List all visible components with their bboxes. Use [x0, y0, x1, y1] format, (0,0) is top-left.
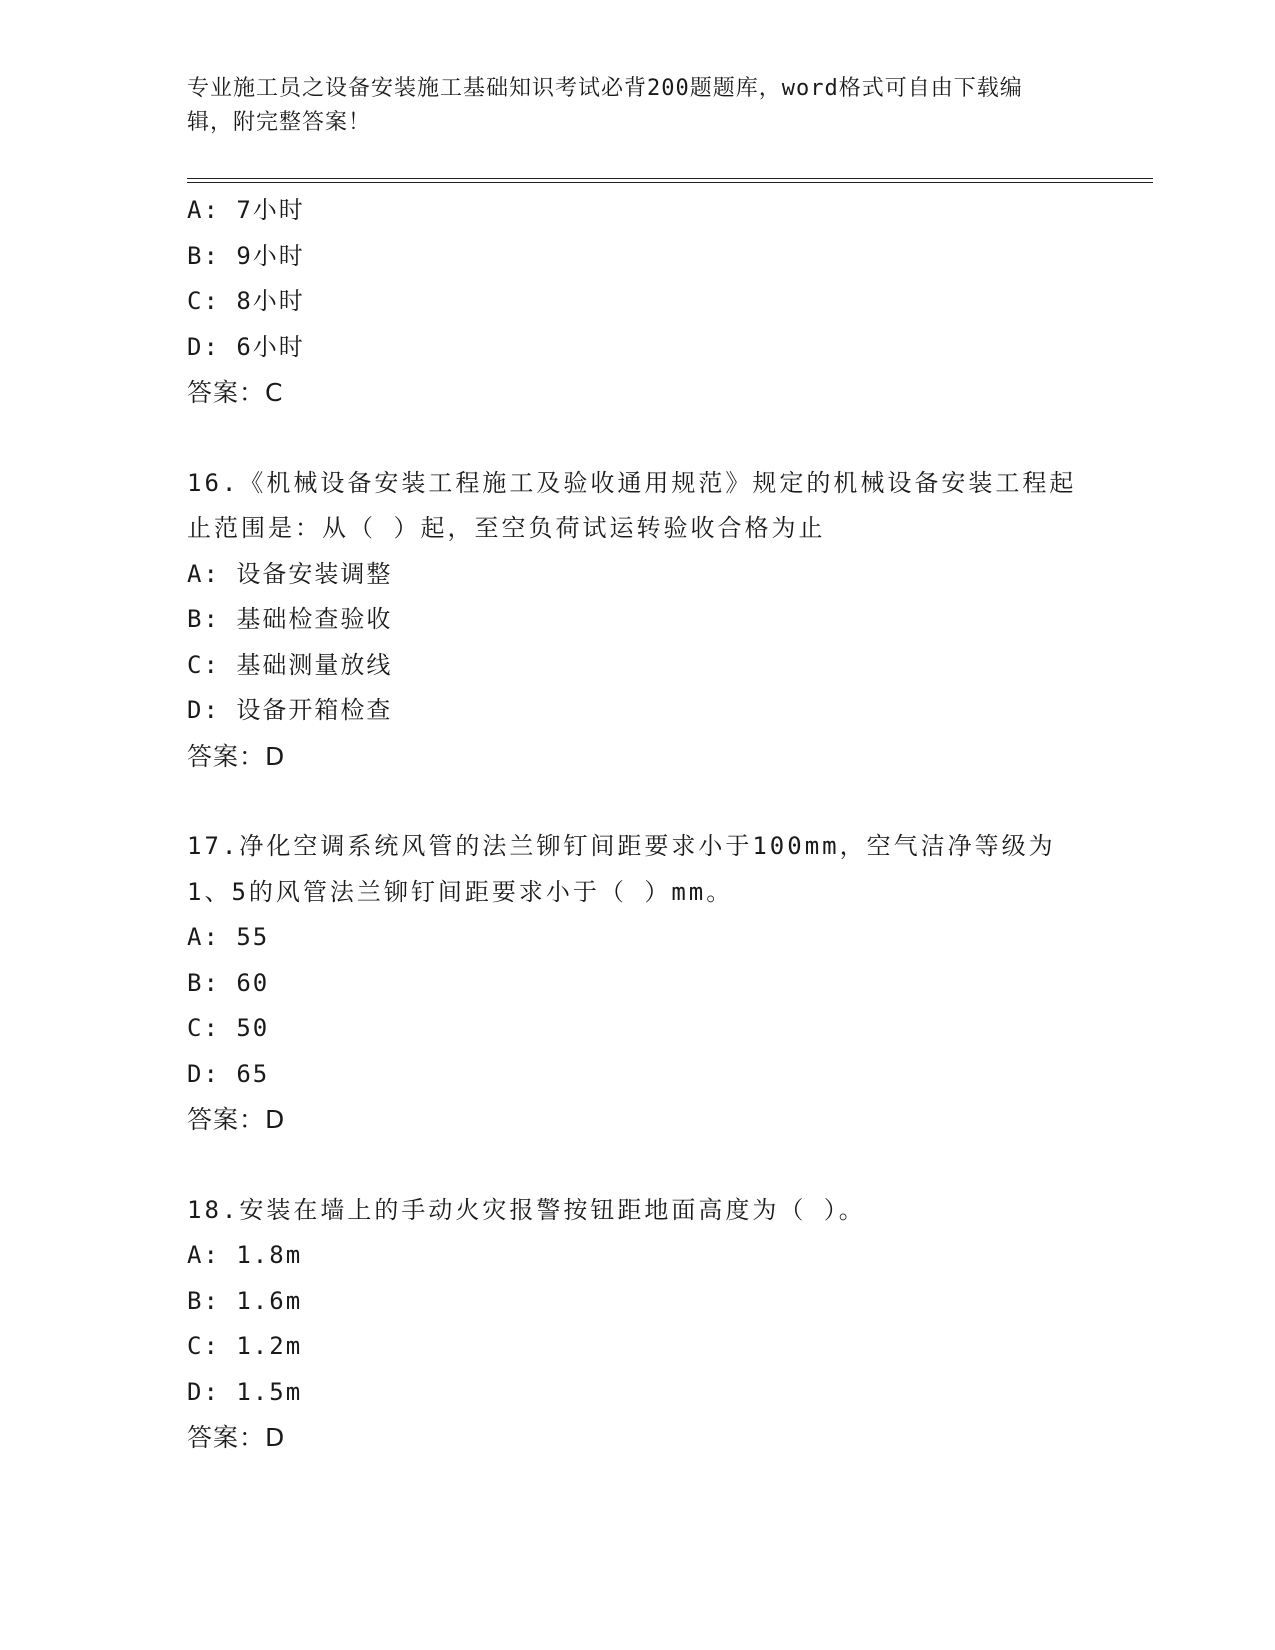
- question-stem: 18.安装在墙上的手动火灾报警按钮距地面高度为（ ）。: [187, 1195, 866, 1224]
- option-d: D: 65: [187, 1059, 270, 1088]
- document-body: [187, 188, 1087, 1461]
- spacer: [187, 1143, 1087, 1188]
- option-d: D: 1.5m: [187, 1377, 303, 1406]
- option-b: B: 基础检查验收: [187, 605, 393, 633]
- option-a: A: 7小时: [187, 196, 305, 224]
- option-c: C: 50: [187, 1014, 270, 1042]
- question-block-17: [187, 824, 1087, 1143]
- question-block-18: [187, 1188, 1087, 1461]
- question-stem: 16.《机械设备安装工程施工及验收通用规范》规定的机械设备安装工程起止范围是：从（ ）起，至空负荷试运转验收合格为止: [187, 468, 1077, 542]
- answer-line: 答案：D: [187, 1423, 286, 1452]
- answer-line: 答案：D: [187, 741, 286, 771]
- question-stem: 17.净化空调系统风管的法兰铆钉间距要求小于100mm，空气洁净等级为1、5的风管法兰铆钉间距要求小于（ ）mm。: [187, 832, 1056, 906]
- question-block-16: [187, 461, 1087, 780]
- option-b: B: 9小时: [187, 241, 305, 270]
- page-header: 专业施工员之设备安装施工基础知识考试必背200题题库，word格式可自由下载编辑，附完整答案！: [187, 76, 1023, 135]
- option-a: A: 55: [187, 923, 270, 951]
- option-d: D: 6小时: [187, 332, 305, 361]
- option-c: C: 基础测量放线: [187, 650, 393, 679]
- option-d: D: 设备开箱检查: [187, 696, 393, 724]
- answer-line: 答案：D: [187, 1105, 286, 1134]
- option-a: A: 1.8m: [187, 1241, 303, 1269]
- spacer: [187, 416, 1087, 461]
- option-c: C: 1.2m: [187, 1332, 303, 1360]
- option-b: B: 60: [187, 968, 270, 997]
- answer-line: 答案：C: [187, 378, 284, 407]
- question-block-prev: [187, 188, 1087, 416]
- option-c: C: 8小时: [187, 287, 305, 315]
- header-divider: [187, 178, 1153, 183]
- option-a: A: 设备安装调整: [187, 559, 393, 588]
- spacer: [187, 779, 1087, 824]
- option-b: B: 1.6m: [187, 1286, 303, 1315]
